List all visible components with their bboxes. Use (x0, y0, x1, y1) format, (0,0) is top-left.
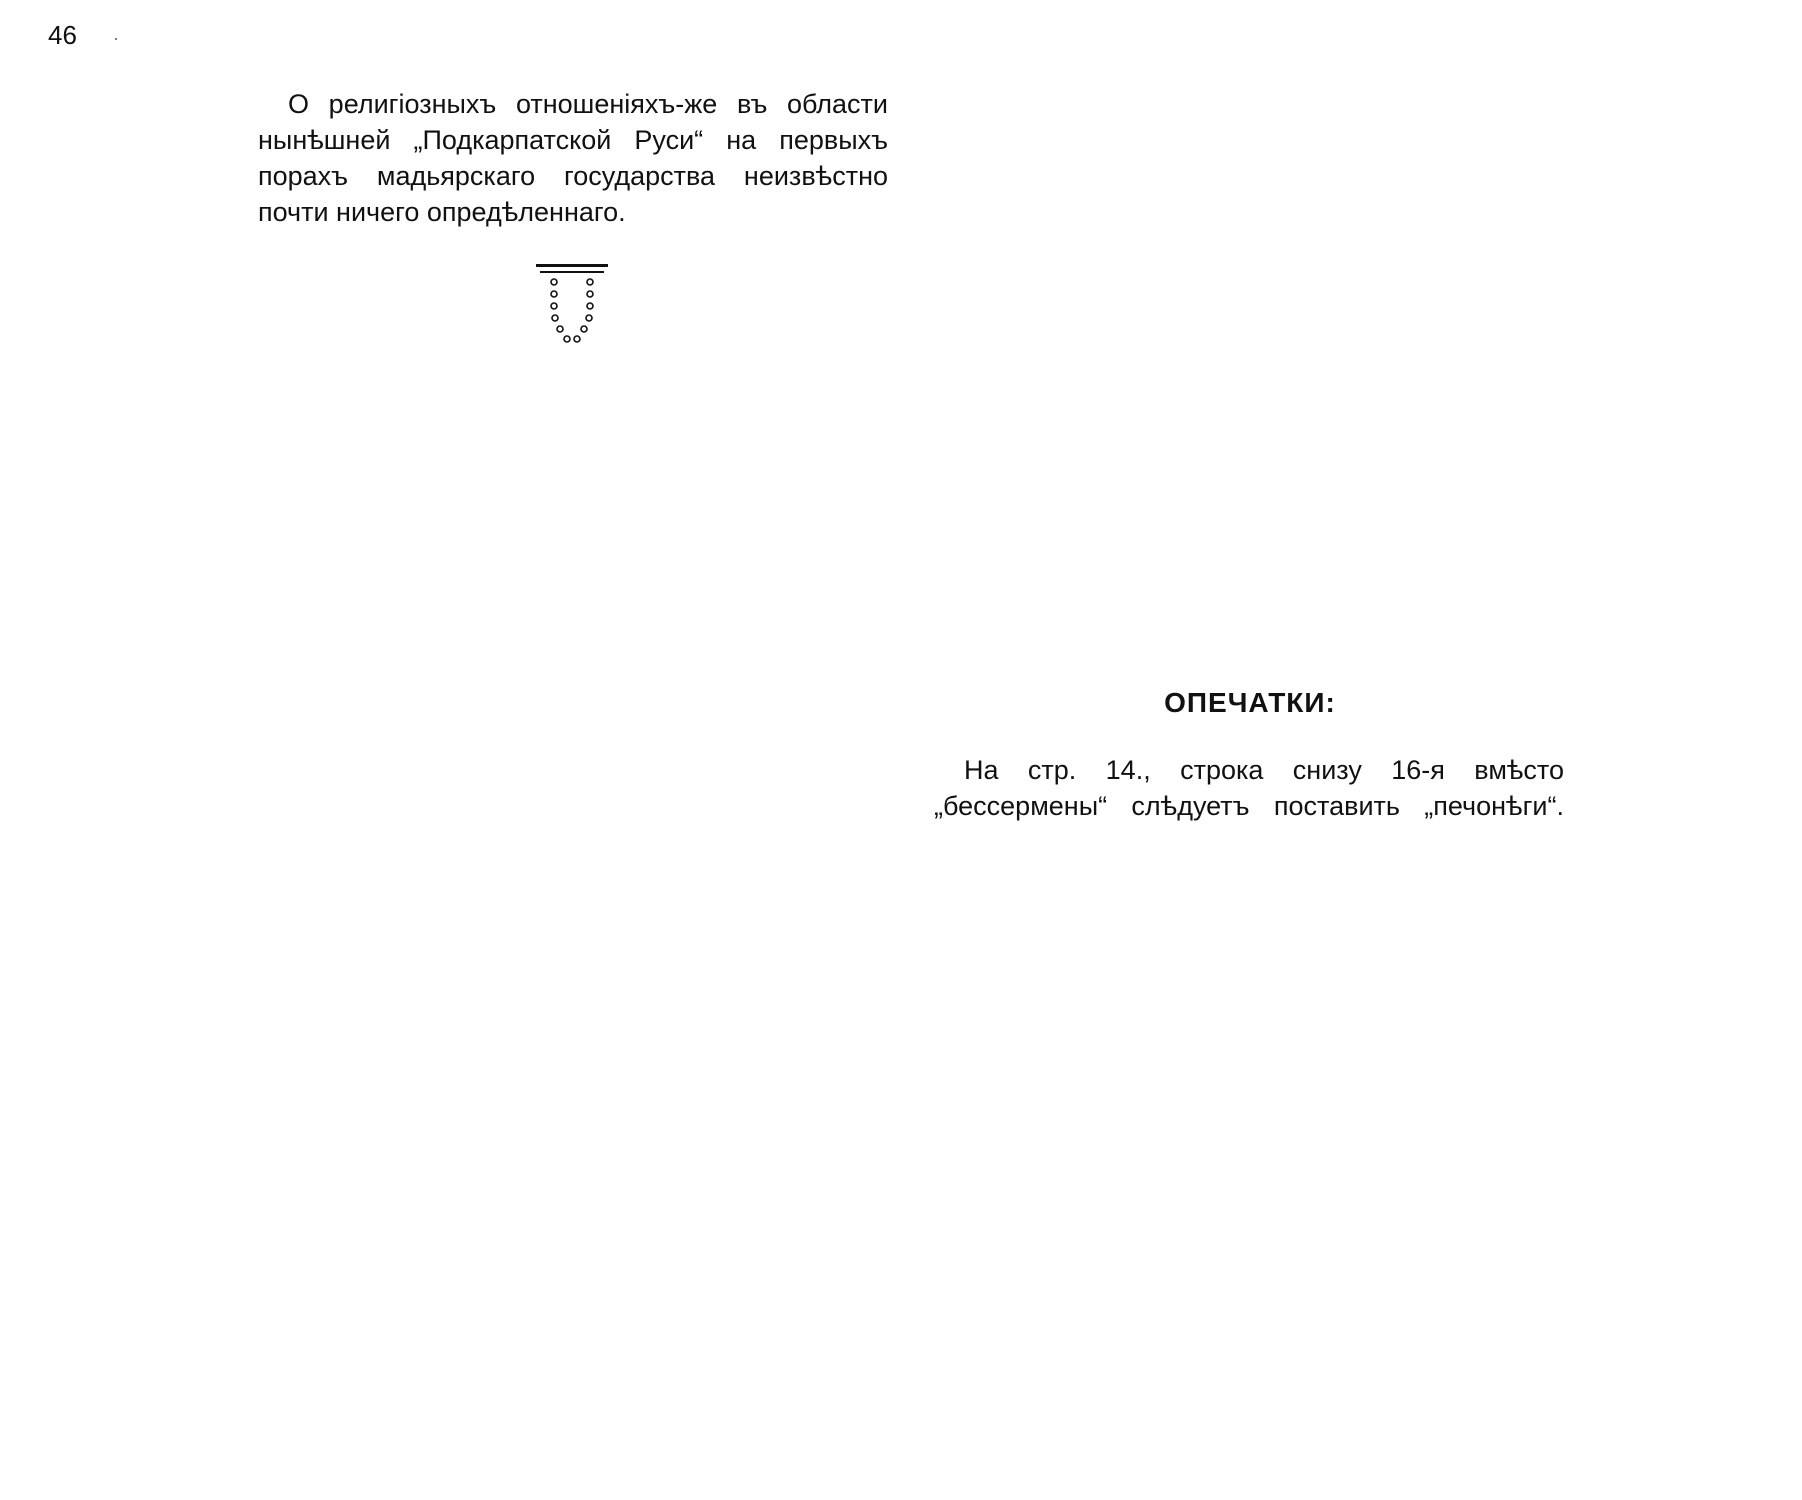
closing-paragraph (258, 86, 888, 230)
page-number: 46 (48, 20, 77, 50)
ornament-icon (536, 264, 608, 350)
paragraph-line: порахъ мадьярскаго государства неизвѣстно (258, 161, 888, 191)
errata-line: „бессермены“ слѣдуетъ поставить „печонѣги“. (934, 791, 1564, 821)
errata-text (934, 752, 1564, 824)
paragraph-line: О религiозныхъ отношенiяхъ-же въ области (288, 89, 888, 119)
stray-dot (115, 38, 117, 40)
paragraph-line: почти ничего опредѣленнаго. (258, 197, 626, 227)
errata-heading: ОПЕЧАТКИ: (1164, 687, 1336, 718)
paragraph-line: нынѣшней „Подкарпатской Руси“ на первыхъ (258, 125, 888, 155)
errata-line: На стр. 14., строка снизу 16-я вмѣсто (964, 755, 1564, 785)
